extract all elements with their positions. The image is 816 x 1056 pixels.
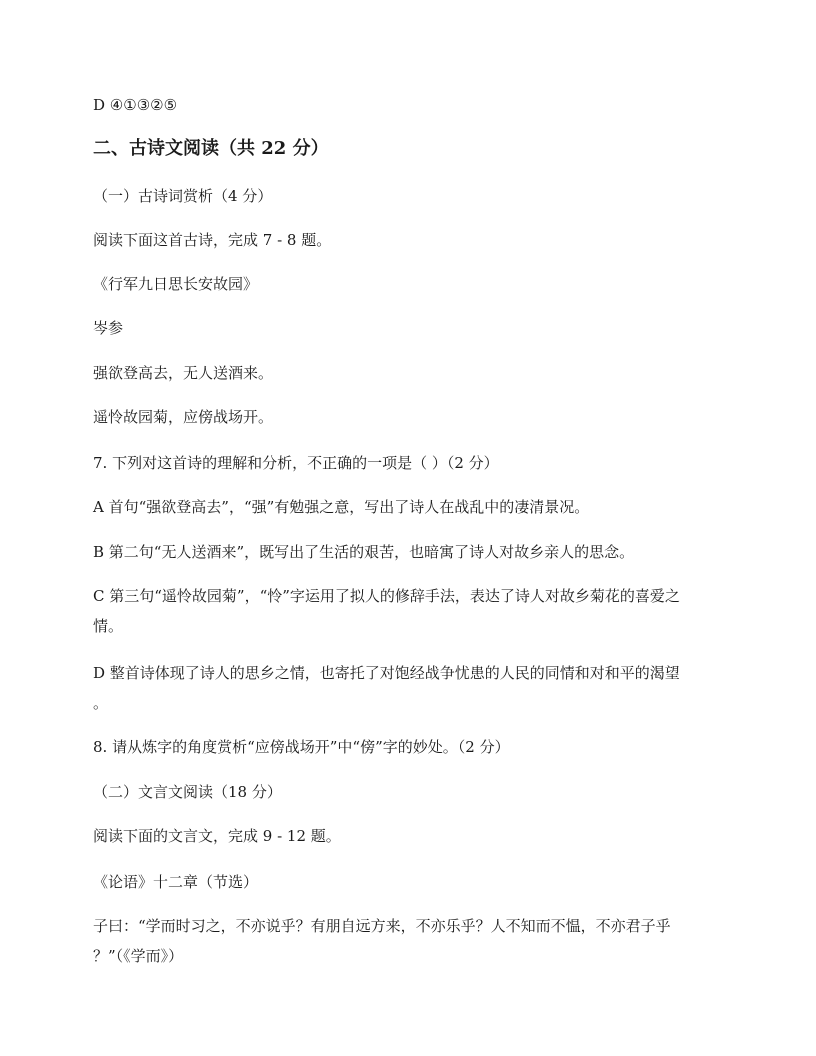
question-7: 7. 下列对这首诗的理解和分析，不正确的一项是（ ）（2 分）	[93, 454, 499, 472]
question-7-option-a: A 首句“强欲登高去”，“强”有勉强之意，写出了诗人在战乱中的凄清景况。	[93, 498, 590, 516]
subsection-heading-poetry: （一）古诗词赏析（4 分）	[93, 187, 273, 205]
poem-title: 《行军九日思长安故园》	[93, 275, 259, 293]
answer-option-d-sequence: D ④①③②⑤	[93, 96, 178, 114]
question-8: 8. 请从炼字的角度赏析“应傍战场开”中“傍”字的妙处。（2 分）	[93, 738, 510, 756]
prose-text-line-1: 子曰：“学而时习之，不亦说乎？有朋自远方来，不亦乐乎？人不知而不愠，不亦君子乎	[93, 917, 671, 935]
poem-line-2: 遥怜故园菊，应傍战场开。	[93, 408, 274, 426]
section-heading-classical-reading: 二、古诗文阅读（共 22 分）	[93, 138, 329, 159]
prose-title: 《论语》十二章（节选）	[93, 873, 259, 891]
prose-text-line-2: ？”（《学而》）	[93, 947, 184, 965]
question-7-option-c: C 第三句“遥怜故园菊”，“怜”字运用了拟人的修辞手法，表达了诗人对故乡菊花的喜爱之	[93, 587, 680, 605]
question-7-option-d-continued: 。	[93, 694, 109, 712]
instruction-text-prose: 阅读下面的文言文，完成 9 - 12 题。	[93, 827, 341, 845]
subsection-heading-classical-prose: （二）文言文阅读（18 分）	[93, 783, 282, 801]
question-7-option-b: B 第二句“无人送酒来”，既写出了生活的艰苦，也暗寓了诗人对故乡亲人的思念。	[93, 543, 635, 561]
question-7-option-c-continued: 情。	[93, 617, 124, 635]
question-7-option-d: D 整首诗体现了诗人的思乡之情，也寄托了对饱经战争忧患的人民的同情和对和平的渴望	[93, 664, 680, 682]
instruction-text: 阅读下面这首古诗，完成 7 - 8 题。	[93, 231, 332, 249]
poem-line-1: 强欲登高去，无人送酒来。	[93, 364, 274, 382]
poem-author: 岑参	[93, 319, 124, 337]
